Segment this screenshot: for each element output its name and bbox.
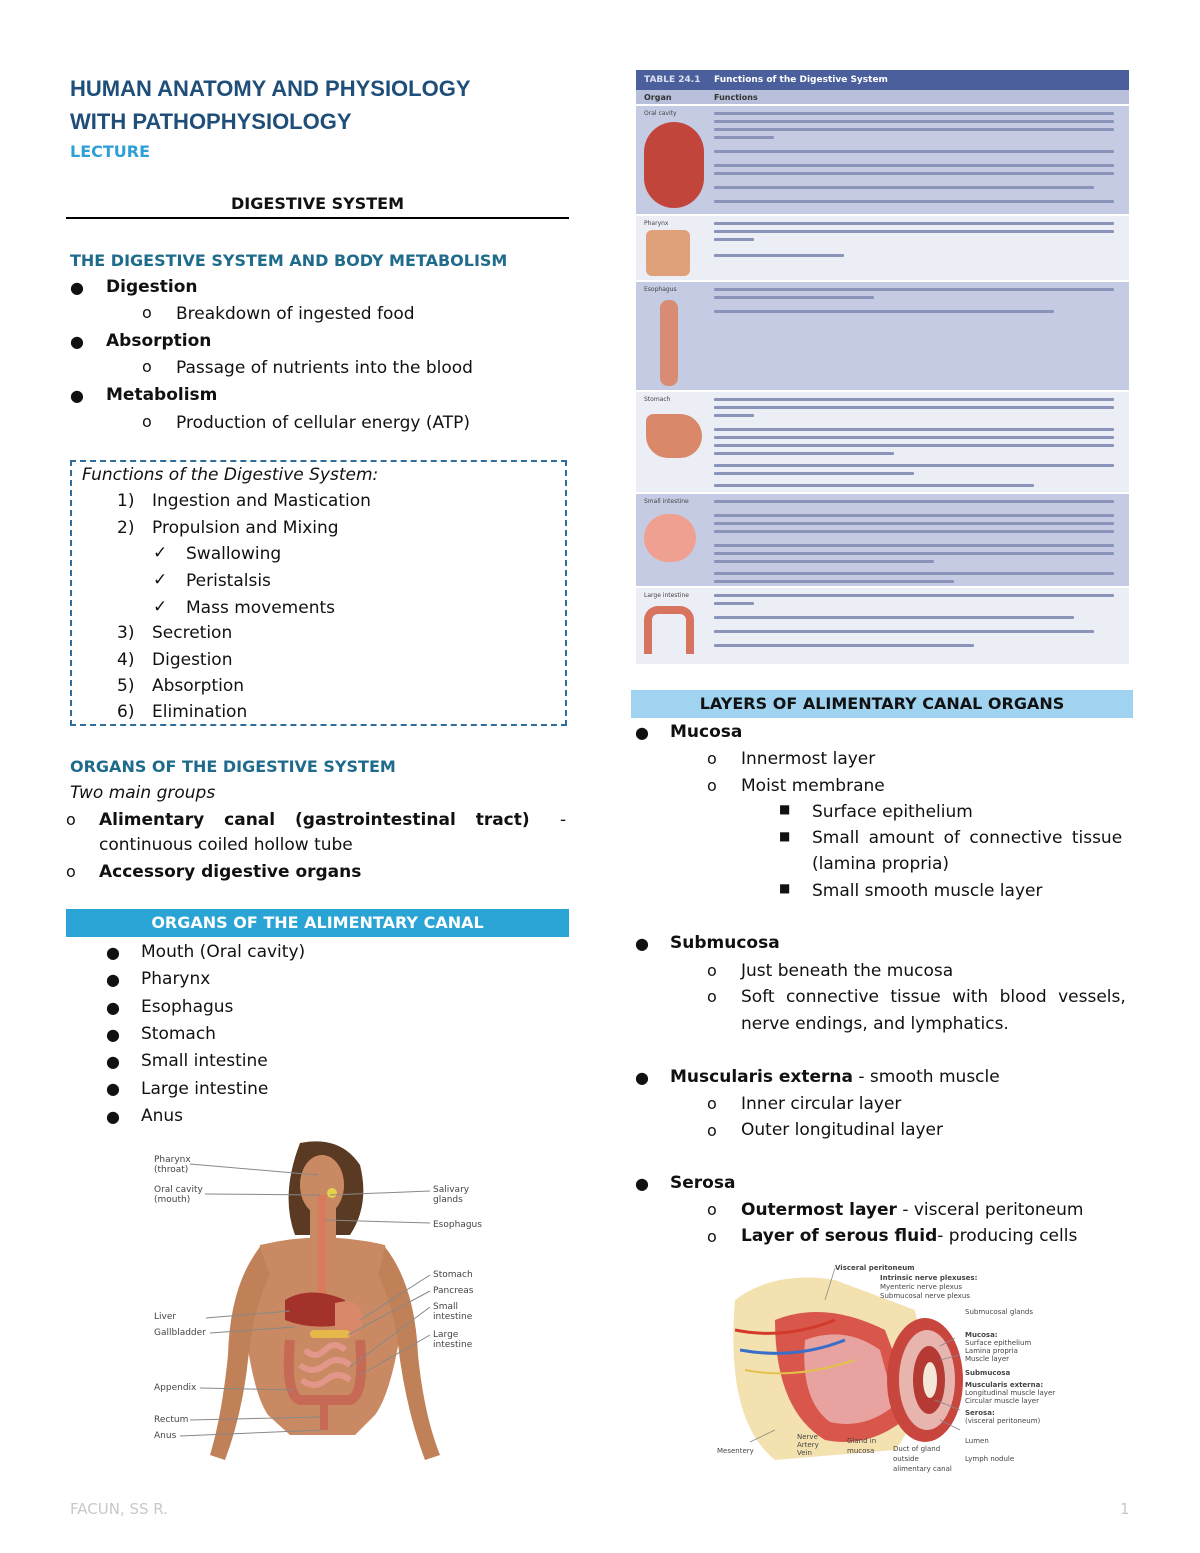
- circle-bullet-icon: o: [707, 961, 717, 980]
- table-col-organ: Organ: [644, 93, 672, 102]
- table-row: [636, 392, 1129, 492]
- table-row: [636, 106, 1129, 214]
- table-organ-label: Small intestine: [644, 498, 689, 505]
- list-item-sub: Production of cellular energy (ATP): [176, 413, 471, 433]
- circle-bullet-icon: o: [142, 303, 152, 322]
- digestive-body-figure: [150, 1135, 490, 1475]
- figure-label: Visceral peritoneum: [835, 1264, 915, 1272]
- accessory-organs-term: Accessory digestive organs: [99, 862, 362, 882]
- figure-label: Rectum: [154, 1415, 189, 1425]
- figure-label: Surface epithelium: [965, 1339, 1032, 1347]
- figure-label: Pharynx (throat): [154, 1155, 191, 1175]
- dash-separator: -: [560, 810, 567, 830]
- layer-term: Muscularis externa: [670, 1067, 853, 1087]
- list-number: 6): [117, 702, 135, 722]
- bullet-icon: ●: [70, 332, 84, 351]
- layer-sub: Outer longitudinal layer: [741, 1120, 944, 1140]
- function-item: Absorption: [152, 676, 245, 696]
- figure-label: Artery: [797, 1441, 819, 1449]
- square-bullet-icon: ■: [779, 881, 791, 895]
- list-item: Esophagus: [141, 997, 234, 1017]
- check-icon: ✓: [153, 543, 168, 563]
- figure-label: Vein: [797, 1449, 812, 1457]
- layer-term: Serosa: [670, 1173, 736, 1193]
- layer-sub: Inner circular layer: [741, 1094, 902, 1114]
- list-item-term: Digestion: [106, 277, 198, 297]
- mouth-icon: [644, 122, 704, 208]
- bullet-icon: ●: [106, 970, 120, 989]
- bullet-icon: ●: [70, 386, 84, 405]
- bullet-icon: ●: [635, 1174, 649, 1193]
- figure-label: (visceral peritoneum): [965, 1417, 1041, 1425]
- bullet-icon: ●: [106, 1107, 120, 1126]
- square-bullet-icon: ■: [779, 802, 791, 816]
- bullet-icon: ●: [635, 723, 649, 742]
- figure-label: Muscularis externa:: [965, 1381, 1044, 1389]
- alimentary-layers-figure: [715, 1260, 1075, 1472]
- table-title-bar: [636, 70, 1129, 90]
- function-item: Propulsion and Mixing: [152, 518, 339, 538]
- list-item: Pharynx: [141, 969, 211, 989]
- layer-term: Mucosa: [670, 722, 743, 742]
- table-column-header: [636, 90, 1129, 104]
- functions-table-figure: [636, 70, 1129, 664]
- layers-heading: LAYERS OF ALIMENTARY CANAL ORGANS: [631, 690, 1133, 718]
- layer-sub: Soft connective tissue with blood vessels,: [741, 987, 1126, 1007]
- circle-bullet-icon: o: [66, 862, 76, 881]
- layer-subsub: (lamina propria): [812, 854, 950, 874]
- large-intestine-icon: [644, 606, 694, 654]
- figure-label: Oral cavity (mouth): [154, 1185, 203, 1205]
- pharynx-icon: [646, 230, 690, 276]
- list-number: 5): [117, 676, 135, 696]
- circle-bullet-icon: o: [707, 1121, 717, 1140]
- figure-label: Circular muscle layer: [965, 1397, 1039, 1405]
- topic-heading: DIGESTIVE SYSTEM: [231, 194, 404, 213]
- list-item: Stomach: [141, 1024, 216, 1044]
- function-subitem: Peristalsis: [186, 571, 271, 591]
- bullet-icon: ●: [106, 1025, 120, 1044]
- function-item: Ingestion and Mastication: [152, 491, 371, 511]
- organs-heading: ORGANS OF THE DIGESTIVE SYSTEM: [70, 757, 396, 776]
- doc-title-line2: WITH PATHOPHYSIOLOGY: [70, 109, 352, 134]
- alimentary-heading: ORGANS OF THE ALIMENTARY CANAL: [66, 909, 569, 937]
- list-item: Small intestine: [141, 1051, 268, 1071]
- layer-sub-line: [741, 1223, 1077, 1250]
- bullet-icon: ●: [635, 1068, 649, 1087]
- circle-bullet-icon: o: [142, 357, 152, 376]
- small-intestine-icon: [644, 514, 696, 562]
- layer-subsub: Small amount of connective tissue: [812, 828, 1123, 848]
- bullet-icon: ●: [106, 1052, 120, 1071]
- figure-label: Anus: [154, 1431, 177, 1441]
- figure-label: Appendix: [154, 1383, 197, 1393]
- bullet-icon: ●: [106, 943, 120, 962]
- circle-bullet-icon: o: [66, 810, 76, 829]
- table-title: Functions of the Digestive System: [714, 75, 888, 85]
- function-subitem: Swallowing: [186, 544, 282, 564]
- table-tag: TABLE 24.1: [644, 75, 701, 85]
- list-item: Anus: [141, 1106, 184, 1126]
- list-number: 2): [117, 518, 135, 538]
- list-item: Mouth (Oral cavity): [141, 942, 306, 962]
- topic-rule: [66, 217, 569, 219]
- list-item-term: Metabolism: [106, 385, 218, 405]
- lecture-label: LECTURE: [70, 142, 151, 161]
- figure-label: Stomach: [433, 1270, 473, 1280]
- table-organ-label: Esophagus: [644, 286, 677, 293]
- figure-label: Lamina propria: [965, 1347, 1018, 1355]
- table-row: [636, 282, 1129, 390]
- layer-term-line: [670, 1064, 1000, 1091]
- figure-label: Submucosal nerve plexus: [880, 1292, 970, 1300]
- list-number: 4): [117, 650, 135, 670]
- circle-bullet-icon: o: [707, 776, 717, 795]
- layer-term: Submucosa: [670, 933, 780, 953]
- figure-label: Mucosa:: [965, 1331, 998, 1339]
- page-number: 1: [1120, 1500, 1130, 1518]
- figure-label: Small intestine: [433, 1302, 473, 1322]
- layer-sub-bold: Outermost layer: [741, 1200, 897, 1220]
- layer-sub-bold: Layer of serous fluid: [741, 1226, 938, 1246]
- circle-bullet-icon: o: [707, 1227, 717, 1246]
- check-icon: ✓: [153, 597, 168, 617]
- figure-label: Submucosal glands: [965, 1308, 1034, 1316]
- square-bullet-icon: ■: [779, 829, 791, 843]
- layer-sub: Innermost layer: [741, 749, 876, 769]
- figure-label: Longitudinal muscle layer: [965, 1389, 1056, 1397]
- figure-label: Liver: [154, 1312, 177, 1322]
- table-row: [636, 494, 1129, 586]
- figure-label: Gallbladder: [154, 1328, 206, 1338]
- list-number: 1): [117, 491, 135, 511]
- layer-sub-rest: - producing cells: [937, 1226, 1078, 1246]
- functions-heading: Functions of the Digestive System:: [82, 465, 379, 485]
- figure-label: Lumen: [965, 1437, 989, 1445]
- figure-label: Salivary glands: [433, 1185, 470, 1205]
- bullet-icon: ●: [106, 1079, 120, 1098]
- alimentary-canal-desc: continuous coiled hollow tube: [99, 835, 353, 855]
- figure-label: Serosa:: [965, 1409, 995, 1417]
- circle-bullet-icon: o: [707, 987, 717, 1006]
- stomach-icon: [646, 414, 702, 458]
- circle-bullet-icon: o: [707, 1094, 717, 1113]
- circle-bullet-icon: o: [142, 412, 152, 431]
- layer-sub: Moist membrane: [741, 776, 885, 796]
- table-organ-label: Stomach: [644, 396, 671, 403]
- list-item-term: Absorption: [106, 331, 212, 351]
- figure-label: Gland in mucosa: [847, 1437, 877, 1455]
- figure-label: Large intestine: [433, 1330, 473, 1350]
- layer-sub-rest: - visceral peritoneum: [896, 1200, 1084, 1220]
- function-subitem: Mass movements: [186, 598, 335, 618]
- table-col-functions: Functions: [714, 93, 758, 102]
- table-organ-label: Pharynx: [644, 220, 669, 227]
- figure-label: Myenteric nerve plexus: [880, 1283, 962, 1291]
- function-item: Elimination: [152, 702, 248, 722]
- organs-subtitle: Two main groups: [70, 783, 216, 803]
- table-organ-label: Large intestine: [644, 592, 689, 599]
- list-item: Large intestine: [141, 1079, 269, 1099]
- figure-label: Mesentery: [717, 1447, 754, 1455]
- layer-sub-line: [741, 1197, 1083, 1224]
- list-item-sub: Passage of nutrients into the blood: [176, 358, 473, 378]
- layer-term-desc: - smooth muscle: [852, 1067, 1000, 1087]
- figure-label: Esophagus: [433, 1220, 482, 1230]
- check-icon: ✓: [153, 570, 168, 590]
- figure-label: Pancreas: [433, 1286, 474, 1296]
- figure-label: Muscle layer: [965, 1355, 1010, 1363]
- figure-label: Duct of gland outside alimentary canal: [893, 1445, 952, 1473]
- table-row: [636, 588, 1129, 664]
- circle-bullet-icon: o: [707, 1200, 717, 1219]
- figure-label: Lymph nodule: [965, 1455, 1015, 1463]
- esophagus-icon: [660, 300, 678, 386]
- function-item: Secretion: [152, 623, 233, 643]
- layer-subsub: Small smooth muscle layer: [812, 881, 1043, 901]
- table-organ-label: Oral cavity: [644, 110, 677, 117]
- function-item: Digestion: [152, 650, 233, 670]
- metabolism-heading: THE DIGESTIVE SYSTEM AND BODY METABOLISM: [70, 251, 508, 270]
- circle-bullet-icon: o: [707, 749, 717, 768]
- table-row: [636, 216, 1129, 280]
- doc-title-line1: HUMAN ANATOMY AND PHYSIOLOGY: [70, 76, 471, 101]
- alimentary-canal-term: Alimentary canal (gastrointestinal tract): [99, 810, 530, 830]
- bullet-icon: ●: [70, 278, 84, 297]
- figure-label: Nerve: [797, 1433, 818, 1441]
- figure-label: Submucosa: [965, 1369, 1011, 1377]
- layer-sub: Just beneath the mucosa: [741, 961, 954, 981]
- layer-subsub: Surface epithelium: [812, 802, 973, 822]
- list-number: 3): [117, 623, 135, 643]
- footer-author: FACUN, SS R.: [70, 1500, 168, 1518]
- bullet-icon: ●: [106, 998, 120, 1017]
- bullet-icon: ●: [635, 934, 649, 953]
- list-item-sub: Breakdown of ingested food: [176, 304, 415, 324]
- layer-sub: nerve endings, and lymphatics.: [741, 1014, 1009, 1034]
- figure-label: Intrinsic nerve plexuses:: [880, 1274, 978, 1282]
